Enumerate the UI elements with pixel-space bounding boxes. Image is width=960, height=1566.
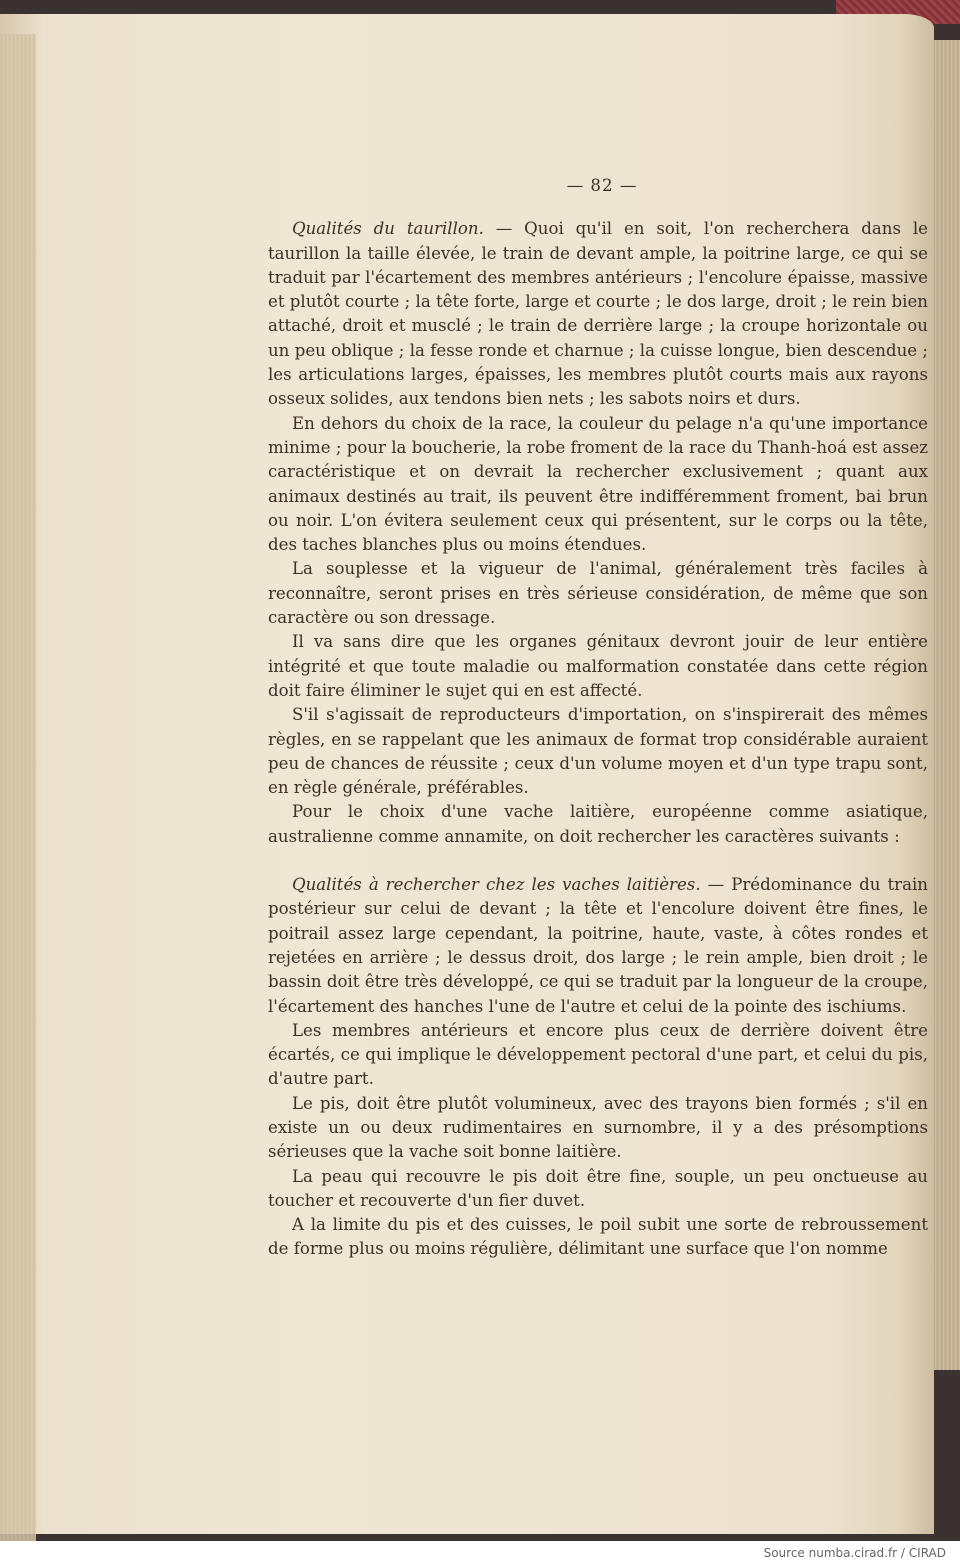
section-gap (268, 849, 928, 873)
paragraph (268, 1165, 928, 1214)
paragraph-text: A la limite du pis et des cuisses, le poil subit une sorte de rebroussement de forme plus ou moins régulière, délimitant une surface que l'on nomme (268, 1215, 928, 1259)
left-page-edges (0, 34, 36, 1541)
page-text (268, 174, 928, 1262)
paragraph-text: Le pis, doit être plutôt volumineux, avec des trayons bien formés ; s'il en existe un ou deux rudimentaires en surnombre, il y a des présomptions sérieuses que la vache soit bonne laitière. (268, 1093, 928, 1162)
paragraph (268, 873, 928, 1019)
paragraph-text: S'il s'agissait de reproducteurs d'importation, on s'inspirerait des mêmes règles, en se rappelant que les animaux de format trop considérable auraient peu de chances de réussite ; ceux d'un volume moyen et d'un type trapu sont, en règle générale, préférables. (268, 705, 928, 798)
paragraph-text: Il va sans dire que les organes génitaux devront jouir de leur entière intégrité et que toute maladie ou malformation constatée dans cette région doit faire éliminer le sujet qui en est affecté. (268, 632, 928, 700)
paragraph-text: En dehors du choix de la race, la couleur du pelage n'a qu'une importance minime ; pour la boucherie, la robe froment de la race du Thanh-hoá est assez caractéristique et on devrait la rechercher exclusivement ; quant aux animaux destinés au trait, ils peuvent être indifféremment froment, bai brun ou noir. L'on évitera seulement ceux qui présentent, sur le corps ou la tête, des taches blanches plus ou moins étendues. (268, 413, 929, 555)
paragraph-text: Les membres antérieurs et encore plus ceux de derrière doivent être écartés, ce qui implique le développement pectoral d'une part, et celui du pis, d'autre part. (268, 1020, 928, 1089)
section-heading: Qualités à rechercher chez les vaches laitières. (292, 875, 701, 895)
source-credit: Source numba.cirad.fr / CIRAD (763, 1546, 946, 1560)
footer-bar (0, 1541, 960, 1566)
paragraph (268, 630, 928, 703)
paragraph-text: Pour le choix d'une vache laitière, européenne comme asiatique, australienne comme annamite, on doit rechercher les caractères suivants : (268, 802, 928, 846)
paragraph-text: La peau qui recouvre le pis doit être fine, souple, un peu onctueuse au toucher et recouverte d'un fier duvet. (268, 1166, 928, 1210)
paragraph-text: — Prédominance du train postérieur sur celui de devant ; la tête et l'encolure doivent être fines, le poitrail assez large cependant, la poitrine, haute, vaste, à côtes rondes et rejetées en arrière ; le dessus droit, dos large ; le rein ample, bien droit ; le bassin doit être très développé, ce qui se traduit par la longueur de la croupe, l'écartement des hanches l'une de l'autre et celui de la pointe des ischiums. (268, 875, 928, 1016)
paragraph (268, 703, 928, 800)
paragraph (268, 1213, 928, 1262)
paragraph (268, 412, 928, 558)
paragraph-text: — Quoi qu'il en soit, l'on recherchera dans le taurillon la taille élevée, le train de devant ample, la poitrine large, ce qui se traduit par l'écartement des membres antérieurs ; l'encolure épaisse, massive et plutôt courte ; la tête forte, large et courte ; le dos large, droit ; le rein bien attaché, droit et musclé ; le train de derrière large ; la croupe horizontale ou un peu oblique ; la fesse ronde et charnue ; la cuisse longue, bien descendue ; les articulations larges, épaisses, les membres plutôt courts mais aux rayons osseux solides, aux tendons bien nets ; les sabots noirs et durs. (268, 219, 928, 409)
page-number: — 82 — (566, 176, 638, 195)
paragraph (268, 1019, 928, 1092)
paragraph (268, 557, 928, 630)
paragraph-text: La souplesse et la vigueur de l'animal, généralement très faciles à reconnaître, seront prises en très sérieuse considération, de même que son caractère ou son dressage. (268, 559, 928, 628)
book-page (0, 14, 934, 1534)
paragraph (268, 1092, 928, 1165)
section-heading: Qualités du taurillon. (292, 219, 484, 239)
paragraph (268, 800, 928, 849)
paragraph (268, 217, 928, 411)
